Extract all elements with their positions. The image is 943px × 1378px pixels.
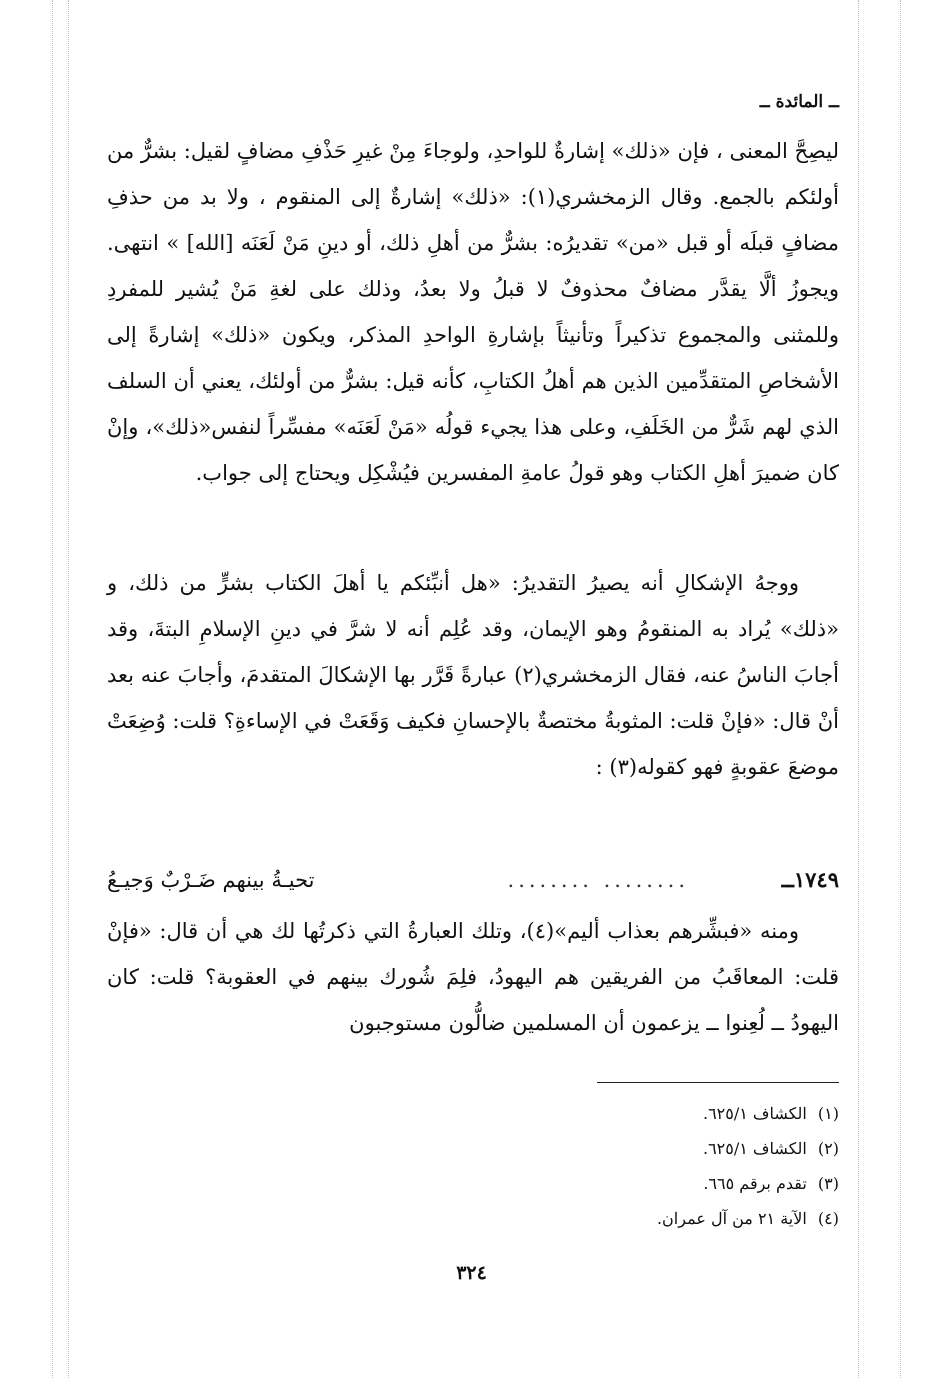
footnote-text: الكشاف ٦٢٥/١. [702,1104,807,1123]
footnote-item [439,1096,839,1131]
scan-edge-mark [900,0,901,1378]
page-number: ٣٢٤ [456,1262,487,1284]
verse-number: ١٧٤٩ــ [781,867,839,892]
paragraph-1: ليصِحَّ المعنى ، فإن «ذلك» إشارةٌ للواحدِ، ولوجاءَ مِنْ غيرِ حَذْفِ مضافٍ لقيل: بشرٌّ من أولئكم بالجمع. وقال الزمخشري(١): «ذلك» إشارةٌ إلى المنقوم ، ولا بد من حذفِ مضافٍ قبلَه أو قبل «من» تقديرُه: بشرٌّ من أهلِ ذلك، أو دينِ مَنْ لَعَنَه [الله] » انتهى. ويجوزُ ألَّا يقدَّر مضافٌ محذوفٌ لا قبلُ ولا بعدُ، وذلك على لغةِ مَنْ يُشير للمفردِ وللمثنى والمجموع تذكيراً وتأنيثاً بإشارةِ الواحدِ المذكر، ويكون «ذلك» إشارةً إلى الأشخاصِ المتقدِّمين الذين هم أهلُ الكتابِ، كأنه قيل: بشرٌّ من أولئك، يعني أن السلف الذي لهم شَرٌّ من الخَلَفِ، وعلى هذا يجيء قولُه «مَنْ لَعَنَه» مفسِّراً لنفس«ذلك»، وإنْ كان ضميرَ أهلِ الكتاب وهو قولُ عامةِ المفسرين فيُشْكِل ويحتاج إلى جواب. [107,139,839,485]
footnote-divider [597,1082,839,1083]
running-header: ــ المائدة ــ [759,92,839,112]
footnote-number: (٤) [817,1209,839,1228]
footnote-text: الكشاف ٦٢٥/١. [702,1139,807,1158]
footnote-number: (٢) [817,1139,839,1158]
footnotes-list [439,1096,839,1236]
scan-edge-mark [52,0,53,1378]
verse-ellipsis: ........ ........ [507,868,689,892]
footnote-item [439,1131,839,1166]
verse-text: تحيـةُ بينهم ضَـرْبٌ وَجيـعُ [107,868,315,892]
scan-edge-mark [858,0,859,1378]
footnote-item [439,1201,839,1236]
verse-line [107,858,839,902]
footnote-item [439,1166,839,1201]
footnote-number: (١) [817,1104,839,1123]
scan-edge-mark [68,0,69,1378]
paragraph-3: ومنه «فبشِّرهم بعذاب أليم»(٤)، وتلك العبارةُ التي ذكرتُها لك هي أن قال: «فإنْ قلت: المعاقَبُ من الفريقين هم اليهودُ، فلِمَ شُورك بينهم في العقوبة؟ قلت: كان اليهودُ ــ لُعِنوا ــ يزعمون أن المسلمين ضالُّون مستوجبون [107,919,839,1035]
footnote-text: تقدم برقم ٦٦٥. [703,1174,807,1193]
footnote-text: الآية ٢١ من آل عمران. [656,1209,807,1228]
footnote-number: (٣) [817,1174,839,1193]
paragraph-2: ووجهُ الإشكالِ أنه يصيرُ التقديرُ: «هل أنبِّئكم يا أهلَ الكتاب بشرٍّ من ذلك، و «ذلك» يُراد به المنقومُ وهو الإيمان، وقد عُلِم أنه لا شرَّ في دينِ الإسلامِ البتةَ، وقد أجابَ الناسُ عنه، فقال الزمخشري(٢) عبارةً قَرَّر بها الإشكالَ المتقدمَ، وأجابَ عنه بعد أنْ قال: «فإنْ قلت: المثوبةُ مختصةٌ بالإحسانِ فكيف وَقَعَتْ في الإساءةِ؟ قلت: وُضِعَتْ موضعَ عقوبةٍ فهو كقوله(٣) : [107,571,839,779]
